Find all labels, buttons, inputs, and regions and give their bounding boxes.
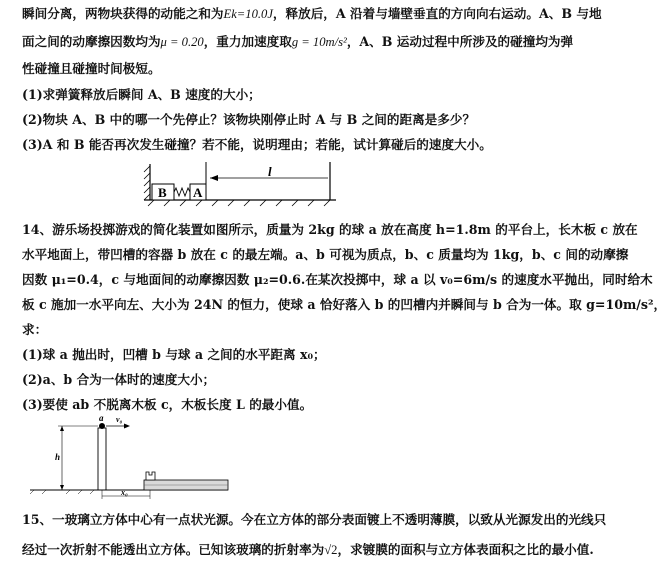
q14-container-b — [146, 472, 155, 480]
q13-subquestion-1: (1)求弹簧释放后瞬间 A、B 速度的大小； — [22, 87, 261, 102]
q13-intro-text: 面之间的动摩擦因数均为 — [22, 34, 161, 49]
q13-spring — [174, 188, 190, 196]
q13-friction-formula: μ = 0.20 — [160, 35, 204, 49]
q15-text: 经过一次折射不能透出立方体。已知该玻璃的折射率为 — [22, 542, 325, 557]
q13-intro-line-1 — [22, 6, 602, 22]
q13-intro-line-2 — [22, 34, 574, 50]
q13-kinetic-energy-formula: Ek=10.0J — [223, 7, 273, 21]
q14-subquestion-1: (1)球 a 抛出时，凹槽 b 与球 a 之间的水平距离 x₀； — [22, 347, 326, 362]
q14-line-2: 水平地面上，带凹槽的容器 b 放在 c 的最左端。a、b 可视为质点，b、c 质量均为 1kg，b、c 间的动摩擦 — [22, 247, 629, 262]
q13-subquestion-3: (3)A 和 B 能否再次发生碰撞？若不能，说明理由；若能，试计算碰后的速度大小。 — [22, 137, 492, 152]
q15-refractive-index: √2 — [324, 543, 338, 557]
q14-ball-a — [99, 423, 105, 429]
q14-ball-a-label: a — [99, 413, 104, 423]
q14-line-3: 因数 μ₁=0.4，c 与地面间的动摩擦因数 μ₂=0.6.在某次投掷中，球 a 以 v₀=6m/s 的速度水平抛出，同时给木 — [22, 272, 653, 287]
q13-block-b-label: B — [158, 185, 167, 200]
q13-intro-text: 瞬间分离，两物块获得的动能之和为 — [22, 6, 224, 21]
q13-intro-text: ，重力加速度取 — [203, 34, 292, 49]
q14-distance-label: x₀ — [121, 488, 128, 497]
q15-text: ，求镀膜的面积与立方体表面积之比的最小值. — [337, 542, 594, 557]
q14-subquestion-2: (2)a、b 合为一体时的速度大小； — [22, 372, 216, 387]
q15-line-2 — [22, 542, 594, 558]
q14-line-4: 板 c 施加一水平向左、大小为 24N 的恒力，使球 a 恰好落入 b 的凹槽内并瞬间与 b 合为一体。取 g=10m/s²， — [22, 297, 666, 312]
q14-platform — [98, 428, 106, 490]
q14-subquestion-3: (3)要使 ab 不脱离木板 c，木板长度 L 的最小值。 — [22, 397, 313, 412]
q15-line-1: 15、一玻璃立方体中心有一点状光源。今在立方体的部分表面镀上不透明薄膜，以致从光源发出的光线只 — [22, 512, 607, 527]
q13-subquestion-2: (2)物块 A、B 中的哪一个先停止？该物块刚停止时 A 与 B 之间的距离是多少？ — [22, 112, 476, 127]
q14-velocity-label: v₀ — [116, 415, 123, 424]
q13-distance-label: l — [268, 164, 272, 179]
q13-intro-text: ，释放后，A 沿着与墙壁垂直的方向向右运动。A、B 与地 — [272, 6, 602, 21]
q14-line-5: 求： — [22, 322, 48, 337]
q13-intro-line-3: 性碰撞且碰撞时间极短。 — [22, 61, 161, 76]
q13-block-a-label: A — [193, 185, 203, 200]
q14-line-1: 14、游乐场投掷游戏的简化装置如图所示，质量为 2kg 的球 a 放在高度 h=1.8m 的平台上，长木板 c 放在 — [22, 222, 638, 237]
q14-height-label: h — [55, 452, 61, 462]
q13-intro-text: ，A、B 运动过程中所涉及的碰撞均为弹 — [346, 34, 574, 49]
q13-gravity-formula: g = 10m/s² — [291, 35, 347, 49]
q13-figure-spring-blocks — [140, 160, 340, 210]
q14-figure-projectile — [26, 414, 232, 500]
